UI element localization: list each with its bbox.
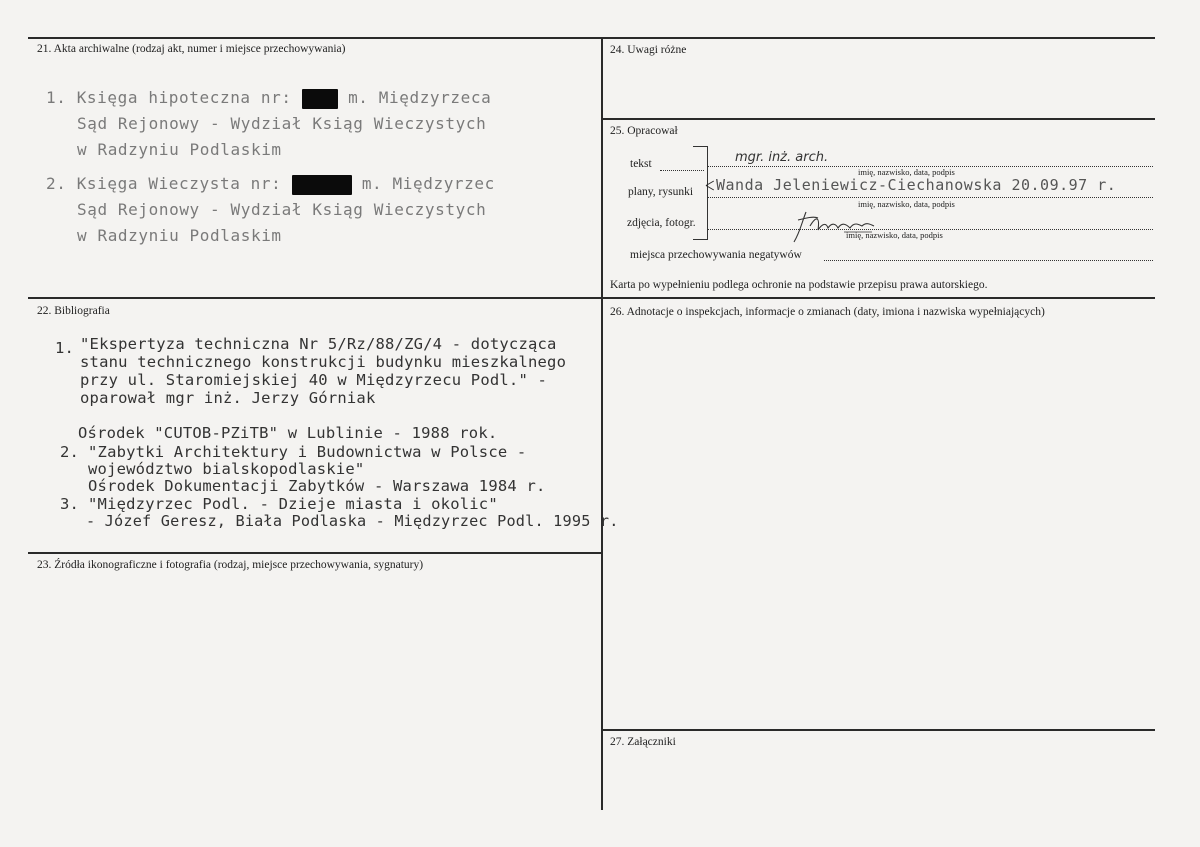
section-27-label: 27. Załączniki bbox=[610, 736, 676, 748]
divider-24-25 bbox=[601, 118, 1155, 120]
section-22-label: 22. Bibliografia bbox=[37, 305, 110, 317]
biblio-3-line-2: - Józef Geresz, Biała Podlaska - Międzyrzec Podl. 1995 r. bbox=[86, 512, 619, 530]
handwritten-title: mgr. inż. arch. bbox=[735, 150, 829, 165]
archive-item-1-line-3: w Radzyniu Podlaskim bbox=[77, 140, 282, 159]
archive-item-2-place: m. Międzyrzec bbox=[361, 174, 495, 193]
tekst-label: tekst bbox=[630, 158, 652, 170]
copyright-note: Karta po wypełnieniu podlega ochronie na podstawie przepisu prawa autorskiego. bbox=[610, 279, 988, 291]
divider-22-23 bbox=[28, 552, 602, 554]
negatywy-line bbox=[824, 260, 1153, 261]
archive-item-1-place: m. Międzyrzeca bbox=[348, 88, 492, 107]
biblio-2-line-1: "Zabytki Architektury i Budownictwa w Polsce - bbox=[88, 443, 527, 461]
top-border bbox=[28, 37, 1155, 39]
biblio-2-line-2: województwo bialskopodlaskie" bbox=[88, 460, 365, 478]
caption-2: imię, nazwisko, data, podpis bbox=[858, 199, 955, 209]
section-25-label: 25. Opracował bbox=[610, 125, 678, 137]
archive-item-2-line-1 bbox=[46, 174, 495, 195]
archive-item-1-line-2: Sąd Rejonowy - Wydział Ksiąg Wieczystych bbox=[77, 114, 487, 133]
biblio-1-line-3: przy ul. Staromiejskiej 40 w Międzyrzecu Podl." - bbox=[80, 371, 548, 389]
archive-item-2-line-3: w Radzyniu Podlaskim bbox=[77, 226, 282, 245]
biblio-1-line-5: Ośrodek "CUTOB-PZiTB" w Lublinie - 1988 rok. bbox=[78, 424, 498, 442]
plany-label: plany, rysunki bbox=[628, 186, 694, 198]
section-21-label: 21. Akta archiwalne (rodzaj akt, numer i miejsce przechowywania) bbox=[37, 43, 346, 55]
biblio-number-1: 1. bbox=[55, 339, 75, 357]
biblio-2-line-3: Ośrodek Dokumentacji Zabytków - Warszawa 1984 r. bbox=[88, 477, 546, 495]
caption-3: imię, nazwisko, data, podpis bbox=[846, 230, 943, 240]
archive-item-2-title: Księga Wieczysta nr: bbox=[76, 174, 282, 193]
biblio-number-3: 3. bbox=[60, 495, 80, 513]
typed-author-name: Wanda Jeleniewicz-Ciechanowska 20.09.97 r. bbox=[716, 176, 1117, 194]
archive-item-1-line-1 bbox=[46, 88, 491, 109]
biblio-1-line-4: oparował mgr inż. Jerzy Górniak bbox=[80, 389, 376, 407]
biblio-1-line-1: "Ekspertyza techniczna Nr 5/Rz/88/ZG/4 - dotycząca bbox=[80, 335, 557, 353]
divider-21-22 bbox=[28, 297, 1155, 299]
section-24-label: 24. Uwagi różne bbox=[610, 44, 687, 56]
center-divider bbox=[601, 37, 603, 810]
redaction-bar bbox=[302, 89, 338, 109]
section-23-label: 23. Źródła ikonograficzne i fotografia (rodzaj, miejsce przechowywania, sygnatury) bbox=[37, 559, 424, 571]
zdjecia-label: zdjęcia, fotogr. bbox=[627, 217, 696, 229]
biblio-1-line-2: stanu technicznego konstrukcji budynku mieszkalnego bbox=[80, 353, 567, 371]
archive-item-1-title: Księga hipoteczna nr: bbox=[76, 88, 292, 107]
archive-item-2-number: 2. bbox=[46, 174, 67, 193]
section-26-label: 26. Adnotacje o inspekcjach, informacje o zmianach (daty, imiona i nazwiska wypełniających) bbox=[610, 306, 1045, 318]
biblio-3-line-1: "Międzyrzec Podl. - Dzieje miasta i okolic" bbox=[88, 495, 498, 513]
caption-1: imię, nazwisko, data, podpis bbox=[858, 167, 955, 177]
divider-26-27 bbox=[601, 729, 1155, 731]
archive-item-1-number: 1. bbox=[46, 88, 67, 107]
redaction-bar bbox=[292, 175, 352, 195]
archive-item-2-line-2: Sąd Rejonowy - Wydział Ksiąg Wieczystych bbox=[77, 200, 487, 219]
biblio-number-2: 2. bbox=[60, 443, 80, 461]
plany-line bbox=[708, 197, 1153, 198]
author-bracket bbox=[693, 146, 708, 240]
signature bbox=[788, 206, 880, 246]
negatywy-label: miejsca przechowywania negatywów bbox=[630, 249, 802, 261]
